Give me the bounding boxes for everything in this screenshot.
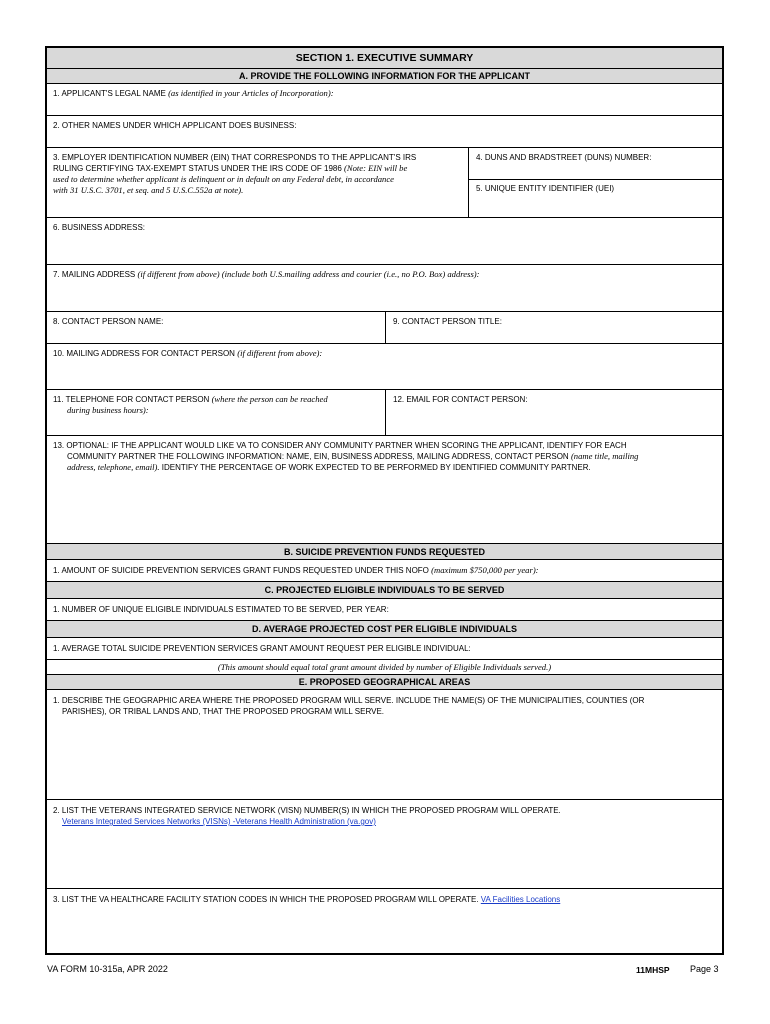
contact-divider <box>385 312 386 343</box>
part-c-title: C. PROJECTED ELIGIBLE INDIVIDUALS TO BE SERVED <box>264 585 505 595</box>
eligible-individuals-label: 1. NUMBER OF UNIQUE ELIGIBLE INDIVIDUALS ESTIMATED TO BE SERVED, PER YEAR: <box>53 605 389 614</box>
mailing-address-field[interactable] <box>47 265 722 312</box>
average-cost-note-row <box>47 660 722 674</box>
duns-field[interactable]: 4. DUNS AND BRADSTREET (DUNS) NUMBER: <box>476 153 652 162</box>
form-id: VA FORM 10-315a, APR 2022 <box>47 964 168 974</box>
average-cost-field[interactable] <box>47 638 722 660</box>
mailing-address-label: 7. MAILING ADDRESS <box>53 270 136 279</box>
duns-divider <box>468 179 722 180</box>
ein-label-line1: 3. EMPLOYER IDENTIFICATION NUMBER (EIN) THAT CORRESPONDS TO THE APPLICANT'S IRS <box>53 153 417 162</box>
visn-link[interactable]: Veterans Integrated Services Networks (VISNs) -Veterans Health Administration (va.gov) <box>62 817 376 826</box>
geographic-area-line2: PARISHES), OR TRIBAL LANDS AND, THAT THE PROPOSED PROGRAM WILL SERVE. <box>62 707 385 716</box>
community-partner-field[interactable] <box>47 436 722 544</box>
geographic-area-line1: 1. DESCRIBE THE GEOGRAPHIC AREA WHERE THE PROPOSED PROGRAM WILL SERVE. INCLUDE THE NAME(S) OF THE MUNICIPALITIES, COUNTIES (OR <box>53 696 645 705</box>
contact-name-field[interactable]: 8. CONTACT PERSON NAME: <box>53 317 164 326</box>
part-d-title: D. AVERAGE PROJECTED COST PER ELIGIBLE INDIVIDUALS <box>251 624 518 634</box>
eligible-individuals-field[interactable] <box>47 599 722 621</box>
mailing-address-note: (if different from above) (include both U.S.mailing address and courier (i.e., no P.O. Box) address): <box>137 269 480 279</box>
telephone-label: 11. TELEPHONE FOR CONTACT PERSON <box>53 395 210 404</box>
legal-name-note: (as identified in your Articles of Incorporation): <box>168 88 334 98</box>
business-address-field[interactable] <box>47 218 722 265</box>
geographic-area-field[interactable] <box>47 690 722 800</box>
facilities-link[interactable]: VA Facilities Locations <box>480 895 561 904</box>
ein-divider <box>468 148 469 217</box>
community-partner-note1: (name title, mailing <box>570 451 639 461</box>
contact-name-title-row <box>47 312 722 344</box>
ein-field[interactable] <box>53 152 468 196</box>
contact-title-field[interactable]: 9. CONTACT PERSON TITLE: <box>393 317 502 326</box>
phone-email-row <box>47 390 722 436</box>
ein-duns-uei-row <box>47 148 722 218</box>
part-c-header <box>47 582 722 599</box>
station-codes-label: 3. LIST THE VA HEALTHCARE FACILITY STATION CODES IN WHICH THE PROPOSED PROGRAM WILL OPERATE. <box>53 895 479 904</box>
part-e-header <box>47 674 722 690</box>
community-partner-line1: 13. OPTIONAL: IF THE APPLICANT WOULD LIKE VA TO CONSIDER ANY COMMUNITY PARTNER WHEN SCORING THE APPLICANT, IDENTIFY FOR EACH <box>53 441 627 450</box>
form-code: 11MHSP <box>636 965 670 975</box>
telephone-field[interactable] <box>53 394 383 416</box>
ein-note-line3: used to determine whether applicant is delinquent or in default on any Federal debt, in accordance <box>53 174 394 184</box>
funds-requested-note: (maximum $750,000 per year): <box>431 565 539 575</box>
ein-note-start: (Note: EIN will be <box>344 163 408 173</box>
average-cost-label: 1. AVERAGE TOTAL SUICIDE PREVENTION SERVICES GRANT AMOUNT REQUEST PER ELIGIBLE INDIVIDUAL: <box>53 644 471 653</box>
community-partner-note2: address, telephone, email). <box>67 462 160 472</box>
community-partner-line3: IDENTIFY THE PERCENTAGE OF WORK EXPECTED TO BE PERFORMED BY IDENTIFIED COMMUNITY PARTNER. <box>161 463 591 472</box>
section-title-bar <box>47 48 722 69</box>
community-partner-line2: COMMUNITY PARTNER THE FOLLOWING INFORMATION: NAME, EIN, BUSINESS ADDRESS, MAILING ADDRESS, CONTACT PERSON <box>67 452 569 461</box>
contact-mailing-label: 10. MAILING ADDRESS FOR CONTACT PERSON <box>53 349 235 358</box>
ein-label-line2: RULING CERTIFYING TAX-EXEMPT STATUS UNDER THE IRS CODE OF 1986 <box>53 164 342 173</box>
visn-field[interactable] <box>47 800 722 889</box>
funds-requested-label: 1. AMOUNT OF SUICIDE PREVENTION SERVICES GRANT FUNDS REQUESTED UNDER THIS NOFO <box>53 566 429 575</box>
part-e-title: E. PROPOSED GEOGRAPHICAL AREAS <box>298 677 471 687</box>
part-a-title: A. PROVIDE THE FOLLOWING INFORMATION FOR THE APPLICANT <box>239 71 530 81</box>
part-b-title: B. SUICIDE PREVENTION FUNDS REQUESTED <box>283 547 486 557</box>
email-field[interactable]: 12. EMAIL FOR CONTACT PERSON: <box>393 395 528 404</box>
section-title: SECTION 1. EXECUTIVE SUMMARY <box>295 52 474 64</box>
telephone-note-start: (where the person can be reached <box>211 394 328 404</box>
station-codes-field[interactable] <box>47 889 722 955</box>
part-d-header <box>47 621 722 638</box>
part-a-header <box>47 69 722 84</box>
other-names-label: 2. OTHER NAMES UNDER WHICH APPLICANT DOES BUSINESS: <box>53 121 297 130</box>
business-address-label: 6. BUSINESS ADDRESS: <box>53 223 146 232</box>
phone-divider <box>385 390 386 435</box>
uei-field[interactable]: 5. UNIQUE ENTITY IDENTIFIER (UEI) <box>476 184 615 193</box>
visn-label: 2. LIST THE VETERANS INTEGRATED SERVICE NETWORK (VISN) NUMBER(S) IN WHICH THE PROPOSED PROGRAM WILL OPERATE. <box>53 806 561 815</box>
part-b-header <box>47 544 722 560</box>
contact-mailing-note: (if different from above): <box>237 348 323 358</box>
contact-mailing-address-field[interactable] <box>47 344 722 390</box>
ein-note-line4: with 31 U.S.C. 3701, et seq. and 5 U.S.C.552a at note). <box>53 185 244 195</box>
executive-summary-form <box>45 46 724 955</box>
page-number: Page 3 <box>690 964 719 974</box>
funds-requested-field[interactable] <box>47 560 722 582</box>
other-names-field[interactable] <box>47 116 722 148</box>
average-cost-note: (This amount should equal total grant amount divided by number of Eligible Individuals served.) <box>217 662 552 672</box>
legal-name-label: 1. APPLICANT'S LEGAL NAME <box>53 89 166 98</box>
telephone-note-end: during business hours): <box>67 405 149 415</box>
legal-name-field[interactable] <box>47 84 722 116</box>
